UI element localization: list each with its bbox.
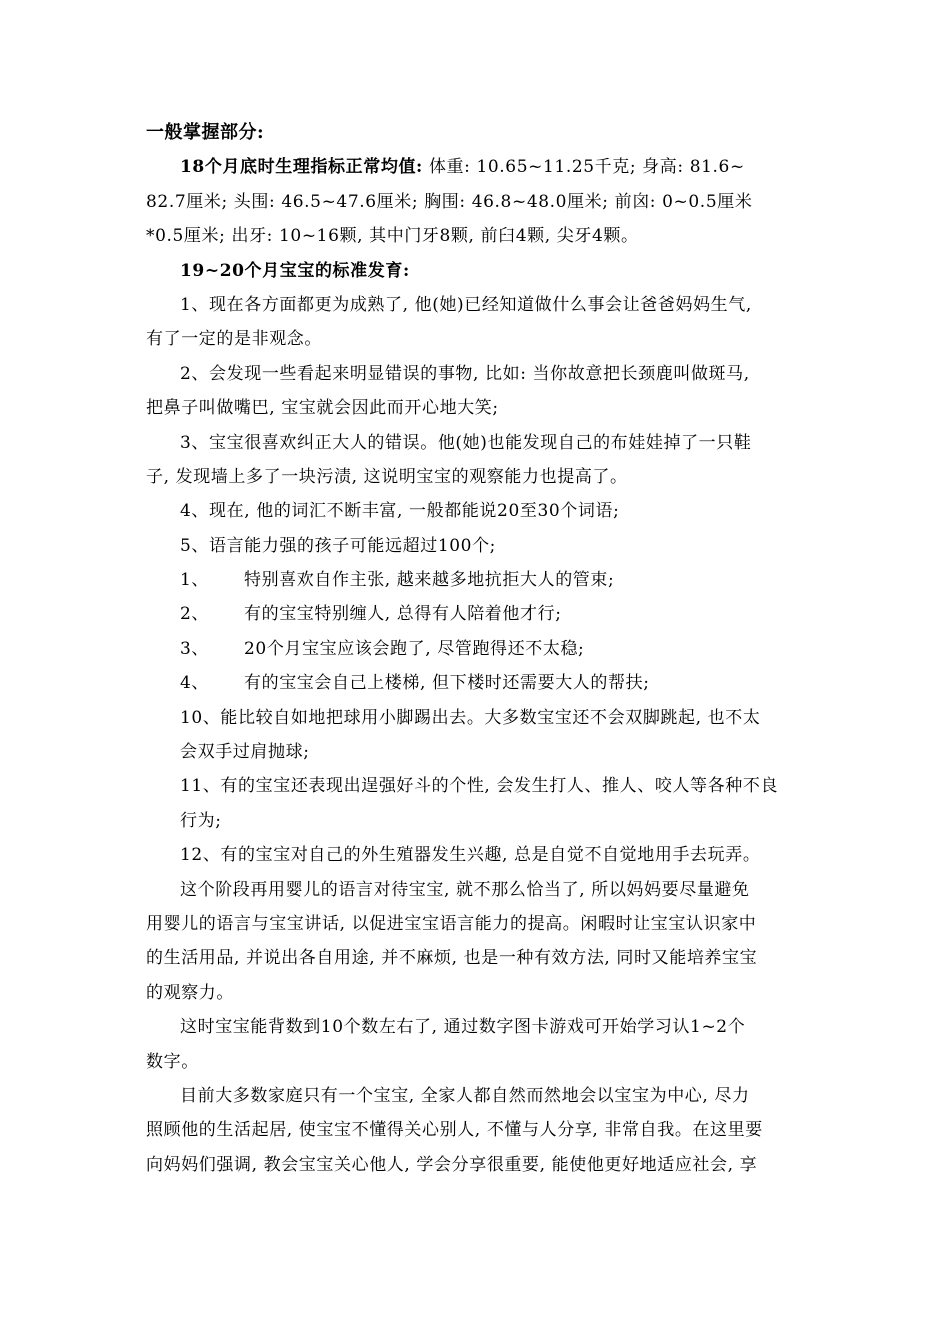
list-number: 1、 [180, 570, 210, 591]
text-line: 数字。 [146, 1051, 199, 1072]
text-line: 把鼻子叫做嘴巴, 宝宝就会因此而开心地大笑; [146, 398, 499, 419]
text-line: 1、现在各方面都更为成熟了, 他(她)已经知道做什么事会让爸爸妈妈生气, [180, 294, 752, 315]
text-line: 4、现在, 他的词汇不断丰富, 一般都能说20至30个词语; [180, 501, 620, 522]
document-page [146, 116, 808, 1182]
list-number: 4、 [180, 673, 210, 694]
text-line: 行为; [180, 810, 222, 831]
list-item-text: 有的宝宝会自己上楼梯, 但下楼时还需要大人的帮扶; [244, 673, 650, 694]
subheading: 19~20个月宝宝的标准发育: [180, 260, 410, 281]
text-line: 的观察力。 [146, 982, 234, 1003]
text-line: 目前大多数家庭只有一个宝宝, 全家人都自然而然地会以宝宝为中心, 尽力 [180, 1085, 750, 1106]
text-line [146, 563, 808, 597]
section-heading: 一般掌握部分: [146, 122, 265, 143]
text-line: 5、语言能力强的孩子可能远超过100个; [180, 535, 496, 556]
text-line: 11、有的宝宝还表现出逞强好斗的个性, 会发生打人、推人、咬人等各种不良 [180, 776, 779, 797]
text-line: 照顾他的生活起居, 使宝宝不懂得关心别人, 不懂与人分享, 非常自我。在这里要 [146, 1120, 763, 1141]
list-number: 2、 [180, 604, 210, 625]
list-item-text: 20个月宝宝应该会跑了, 尽管跑得还不太稳; [244, 638, 585, 659]
text-line: 10、能比较自如地把球用小脚踢出去。大多数宝宝还不会双脚跳起, 也不太 [180, 707, 761, 728]
text-line: *0.5厘米; 出牙: 10~16颗, 其中门牙8颗, 前臼4颗, 尖牙4颗。 [146, 226, 639, 247]
text-line [146, 632, 808, 666]
text-line: 12、有的宝宝对自己的外生殖器发生兴趣, 总是自觉不自觉地用手去玩弄。 [180, 845, 761, 866]
document-body [146, 150, 808, 1182]
text-line: 2、会发现一些看起来明显错误的事物, 比如: 当你故意把长颈鹿叫做斑马, [180, 363, 750, 384]
list-item-text: 有的宝宝特别缠人, 总得有人陪着他才行; [244, 604, 562, 625]
list-number: 3、 [180, 638, 210, 659]
line-text: 体重: 10.65~11.25千克; 身高: 81.6~ [422, 157, 745, 178]
text-line [146, 666, 808, 700]
text-line: 向妈妈们强调, 教会宝宝关心他人, 学会分享很重要, 能使他更好地适应社会, 享 [146, 1154, 758, 1175]
text-line: 的生活用品, 并说出各自用途, 并不麻烦, 也是一种有效方法, 同时又能培养宝宝 [146, 948, 758, 969]
list-item-text: 特别喜欢自作主张, 越来越多地抗拒大人的管束; [244, 570, 615, 591]
text-line: 会双手过肩抛球; [180, 742, 310, 763]
text-line [146, 597, 808, 631]
text-line: 这个阶段再用婴儿的语言对待宝宝, 就不那么恰当了, 所以妈妈要尽量避免 [180, 879, 750, 900]
text-line: 82.7厘米; 头围: 46.5~47.6厘米; 胸围: 46.8~48.0厘米; 前囟: 0~0.5厘米 [146, 191, 753, 212]
bold-label: 18个月底时生理指标正常均值: [180, 157, 423, 178]
text-line: 子, 发现墙上多了一块污渍, 这说明宝宝的观察能力也提高了。 [146, 466, 628, 487]
text-line: 用婴儿的语言与宝宝讲话, 以促进宝宝语言能力的提高。闲暇时让宝宝认识家中 [146, 913, 757, 934]
text-line: 这时宝宝能背数到10个数左右了, 通过数字图卡游戏可开始学习认1~2个 [180, 1017, 746, 1038]
text-line: 有了一定的是非观念。 [146, 329, 322, 350]
text-line: 3、宝宝很喜欢纠正大人的错误。他(她)也能发现自己的布娃娃掉了一只鞋 [180, 432, 752, 453]
text-line [146, 150, 808, 184]
